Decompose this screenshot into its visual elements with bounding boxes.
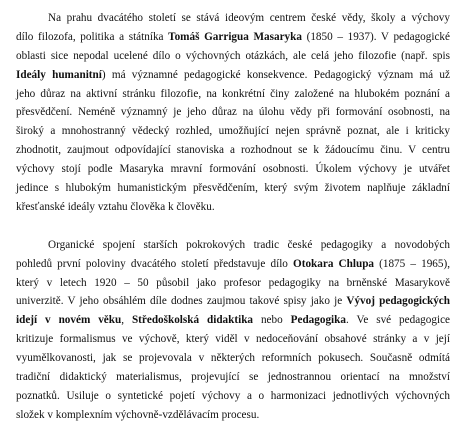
text-run: křesťanské ideály vztahu člověka k člověku. <box>16 200 215 213</box>
text-line <box>16 292 450 311</box>
text-line <box>16 179 450 198</box>
text-line <box>16 236 450 255</box>
bold-text: Vývoj pedagogických <box>346 295 450 308</box>
text-run: zhodnotit, zaujmout odpovídající stanoviska a rozhodnout se k žádoucímu činu. V centru <box>16 144 450 157</box>
text-line <box>16 9 450 28</box>
text-run: složek v komplexním výchovně-vzdělávacím procesu. <box>16 408 260 421</box>
text-run: (1875 – 1965), <box>374 257 451 270</box>
bold-text: Středoškolská didaktika <box>131 314 254 327</box>
text-run: výchovy stojí podle Masaryka mravní formování osobnosti. Úkolem výchovy je utvářet <box>16 163 450 176</box>
paragraph-masaryk <box>16 9 450 217</box>
text-line <box>16 28 450 47</box>
text-line <box>16 66 450 85</box>
text-line <box>16 103 450 122</box>
text-line <box>16 85 450 104</box>
text-run: přesvědčení. Neméně významný je jeho důraz na úlohu vědy při formování osobnosti, na <box>16 106 450 119</box>
bold-text: Tomáš Garrigua Masaryka <box>168 30 302 43</box>
text-run: oblasti sice nepodal ucelené dílo o výchovných otázkách, ale celá jeho filozofie (např. spis <box>16 49 450 62</box>
text-line <box>16 255 450 274</box>
text-run: nebo <box>253 314 291 327</box>
text-line <box>16 349 450 368</box>
text-run: kritizuje formalismus ve výchově, který viděl v nedoceňování obsahové stránky a v její <box>16 333 450 346</box>
text-run: jeho důraz na aktivní stránku filozofie, na konkrétní činy založené na hlubokém poznání a <box>16 87 450 100</box>
text-run: jedince s hlubokým humanistickým přesvědčením, který svým životem naplňuje základní <box>16 182 450 195</box>
text-run: ) má významné pedagogické konsekvence. Pedagogický význam má už <box>101 68 450 81</box>
text-run: (1850 – 1937). V pedagogické <box>301 30 450 43</box>
text-run: vyumělkovanosti, jak se projevovala v některých reformních pokusech. Současně odmítá <box>16 352 450 365</box>
text-line <box>16 330 450 349</box>
text-line <box>16 160 450 179</box>
text-line <box>16 274 450 293</box>
bold-text: Otokara Chlupa <box>293 257 375 270</box>
bold-text: Ideály humanitní <box>16 68 102 81</box>
text-line <box>16 122 450 141</box>
text-line <box>16 387 450 406</box>
text-run: univerzitě. V jeho obsáhlém díle dodnes zaujmou takové spisy jako je <box>16 295 347 308</box>
text-run: tradiční didaktický materialismus, projevující se jednostrannou orientací na množství <box>16 371 450 384</box>
text-run: Organické spojení starších pokrokových tradic české pedagogiky a novodobých <box>48 238 450 251</box>
text-line <box>16 406 450 425</box>
bold-text: idejí v novém věku <box>16 314 122 327</box>
text-line <box>16 141 450 160</box>
text-run: . Ve své pedagogice <box>345 314 450 327</box>
text-line <box>16 198 450 217</box>
text-line <box>16 47 450 66</box>
text-run: , <box>121 314 132 327</box>
text-run: široký a mnohostranný vědecký rozhled, umožňující nejen správně poznat, ale i kriticky <box>16 125 450 138</box>
document-page <box>16 9 450 425</box>
text-run: poznatků. Usiluje o syntetické pojetí výchovy a o harmonizaci jednotlivých výchovných <box>16 389 450 402</box>
paragraph-chlup <box>16 236 450 425</box>
text-run: pohledů první poloviny dvacátého století představuje dílo <box>16 257 294 270</box>
bold-text: Pedagogika <box>290 314 346 327</box>
text-line <box>16 311 450 330</box>
text-run: dílo filozofa, politika a státníka <box>16 30 169 43</box>
text-line <box>16 368 450 387</box>
text-run: který v letech 1920 – 50 působil jako profesor pedagogiky na brněnské Masarykově <box>16 276 450 289</box>
text-run: Na prahu dvacátého století se stává ideovým centrem české vědy, školy a výchovy <box>48 12 450 24</box>
